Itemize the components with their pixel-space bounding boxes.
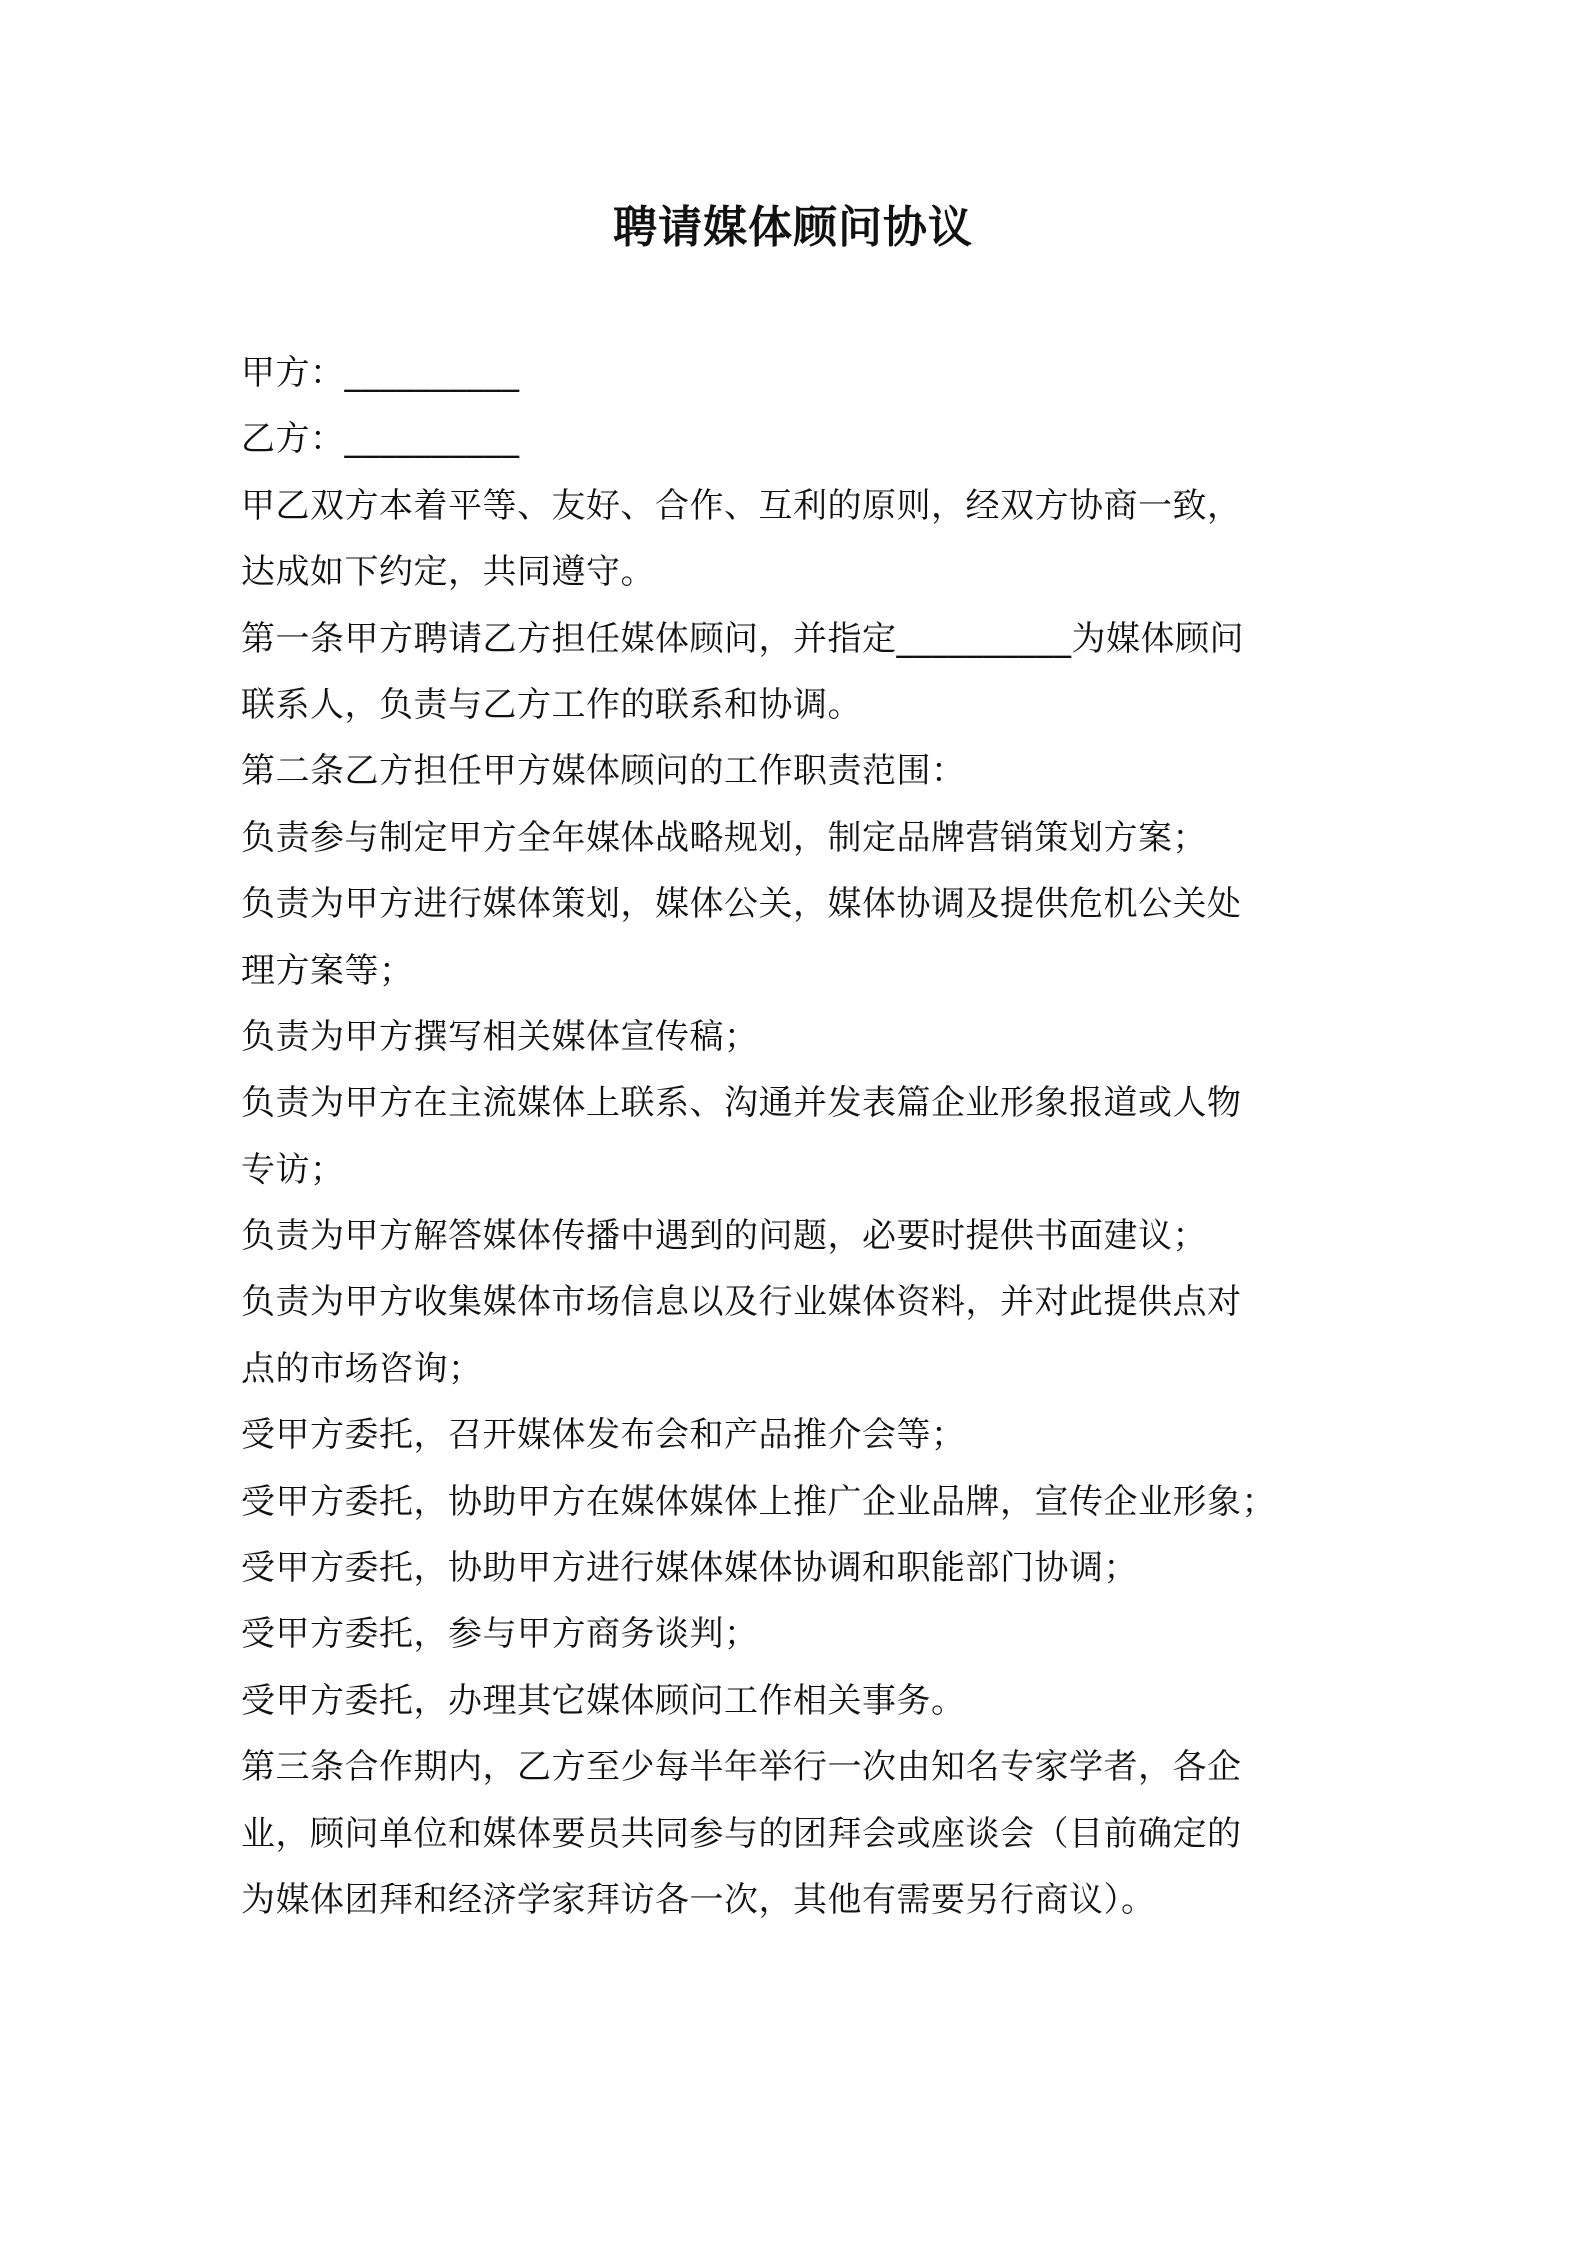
article-1-line: 联系人，负责与乙方工作的联系和协调。 [241,684,862,725]
duty-item-line: 负责为甲方进行媒体策划，媒体公关，媒体协调及提供危机公关处 [241,884,1242,925]
article-3-line: 业，顾问单位和媒体要员共同参与的团拜会或座谈会（目前确定的 [241,1813,1242,1854]
duty-item-line: 点的市场咨询； [241,1348,483,1389]
duty-item-line: 负责为甲方解答媒体传播中遇到的问题，必要时提供书面建议； [241,1216,1207,1257]
party-a-line: 甲方：__________ [241,353,520,393]
document-title: 聘请媒体顾问协议 [613,202,973,253]
document-body [241,340,1361,1933]
duty-item-line: 负责参与制定甲方全年媒体战略规划，制定品牌营销策划方案； [241,817,1207,858]
duty-item-line: 负责为甲方撰写相关媒体宣传稿； [241,1016,759,1057]
duty-item-line: 受甲方委托，召开媒体发布会和产品推介会等； [241,1415,966,1456]
article-3-line: 第三条合作期内，乙方至少每半年举行一次由知名专家学者，各企 [241,1747,1242,1788]
article-2-heading: 第二条乙方担任甲方媒体顾问的工作职责范围： [241,751,966,792]
article-3-line: 为媒体团拜和经济学家拜访各一次，其他有需要另行商议）。 [241,1879,1156,1920]
duty-item-line: 专访； [241,1149,345,1190]
duty-item-line: 受甲方委托，协助甲方进行媒体媒体协调和职能部门协调； [241,1548,1138,1589]
duty-item-line: 受甲方委托，协助甲方在媒体媒体上推广企业品牌，宣传企业形象； [241,1481,1276,1522]
duty-item-line: 负责为甲方收集媒体市场信息以及行业媒体资料，并对此提供点对 [241,1282,1242,1323]
preamble-line: 甲乙双方本着平等、友好、合作、互利的原则，经双方协商一致， [241,485,1242,526]
duty-item-line: 理方案等； [241,950,414,991]
preamble-line: 达成如下约定，共同遵守。 [241,552,655,593]
article-1-line: 第一条甲方聘请乙方担任媒体顾问，并指定__________为媒体顾问 [241,618,1244,659]
duty-item-line: 受甲方委托，办理其它媒体顾问工作相关事务。 [241,1680,966,1721]
party-b-line: 乙方：__________ [241,419,520,460]
duty-item-line: 受甲方委托，参与甲方商务谈判； [241,1614,759,1655]
duty-item-line: 负责为甲方在主流媒体上联系、沟通并发表篇企业形象报道或人物 [241,1083,1242,1124]
